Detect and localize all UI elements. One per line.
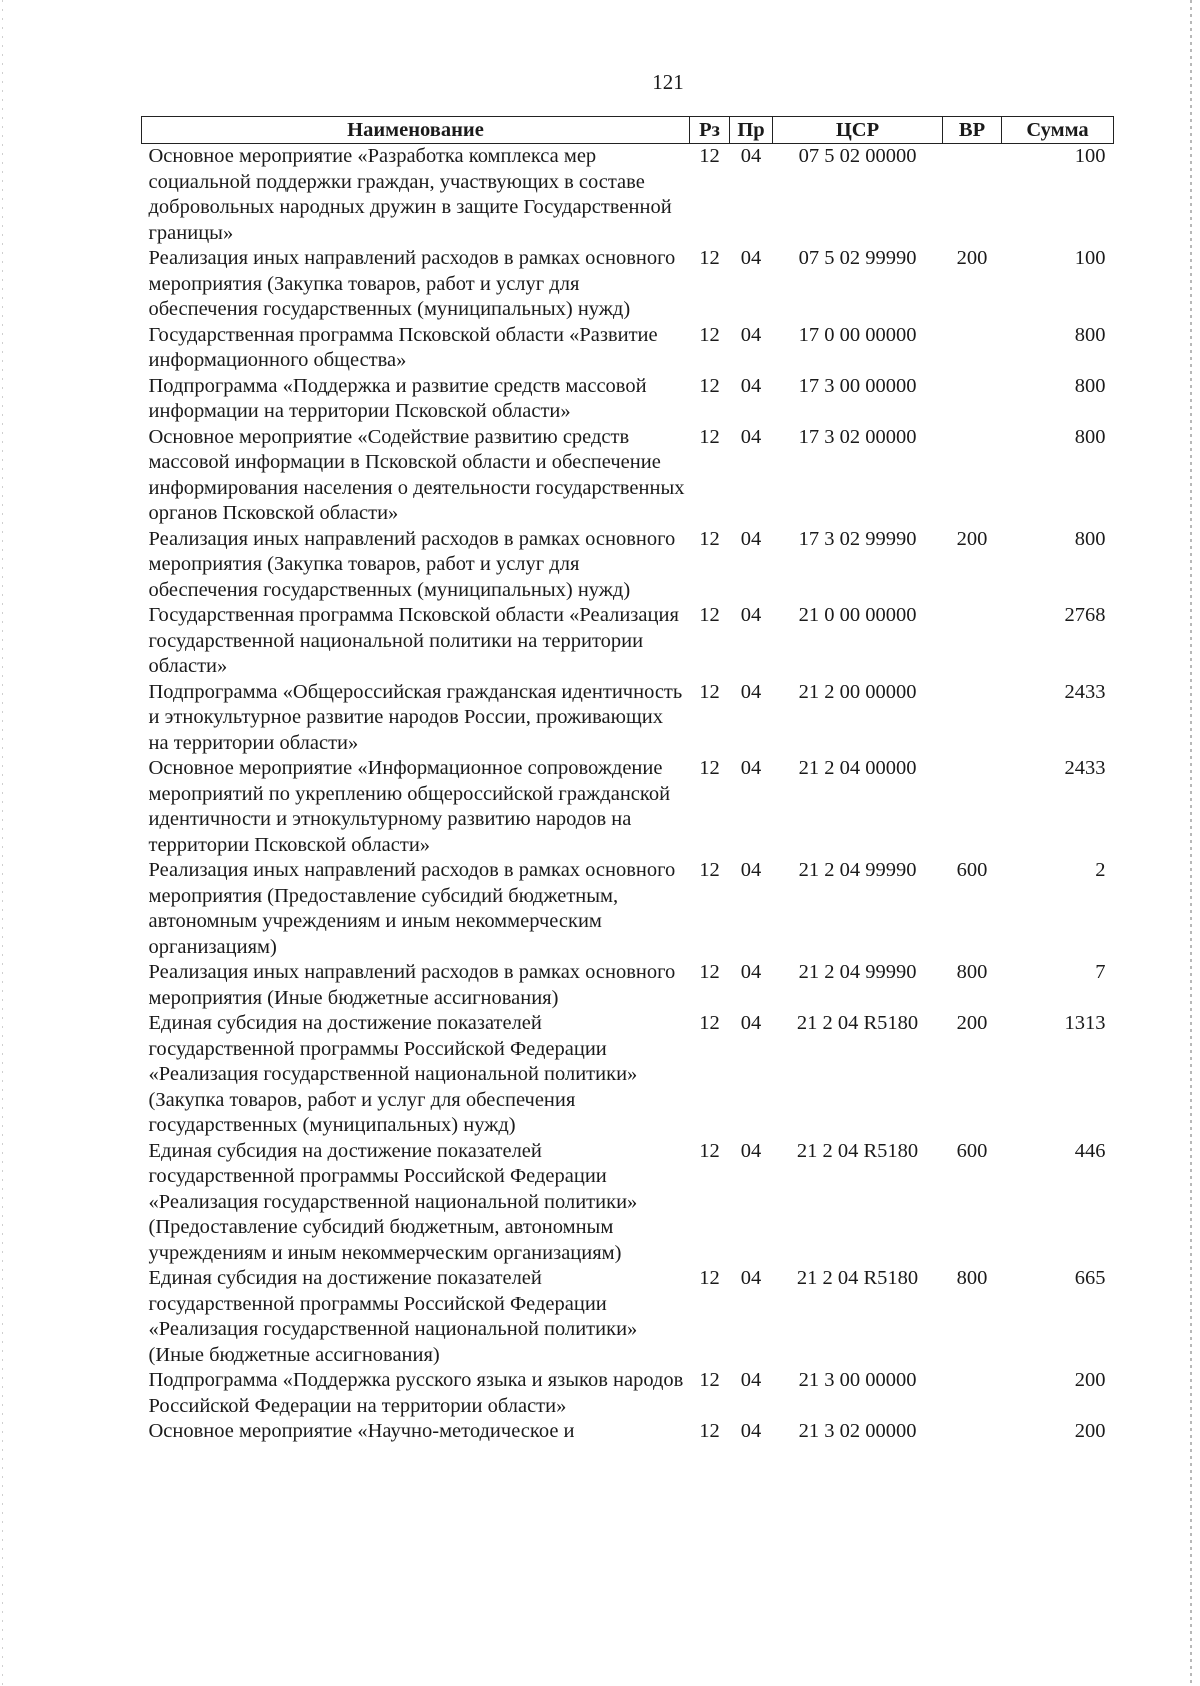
- table-row: [142, 527, 1114, 604]
- cell-sum: 2433: [1064, 757, 1106, 779]
- budget-table: [141, 116, 1114, 1445]
- header-row: [142, 117, 1114, 144]
- header-csr: ЦСР: [773, 117, 943, 144]
- cell-name: Государственная программа Псковской области «Развитие информационного общества»: [148, 323, 658, 371]
- cell-sum: 2: [1095, 859, 1106, 881]
- cell-csr: 07 5 02 00000: [798, 145, 917, 167]
- header-name: Наименование: [142, 117, 690, 144]
- scan-edge-left: [2, 0, 3, 1686]
- cell-vr: 200: [956, 1012, 988, 1034]
- cell-pr: 04: [740, 1139, 762, 1162]
- cell-vr: 800: [956, 1267, 988, 1289]
- cell-csr: 21 3 00 00000: [798, 1369, 917, 1391]
- cell-sum: 200: [1074, 1369, 1106, 1391]
- cell-name: Единая субсидия на достижение показателей государственной программы Российской Федерации «Реализация государственной национальной политики» (Закупка товаров, работ и услуг для обеспечения государственных (муниципальных) нужд): [148, 1012, 638, 1136]
- table-row: [142, 1011, 1114, 1139]
- cell-pr: 04: [740, 1420, 762, 1442]
- cell-pr: 04: [740, 680, 762, 703]
- cell-csr: 07 5 02 99990: [798, 247, 917, 269]
- cell-name: Основное мероприятие «Информационное сопровождение мероприятий по укреплению общероссийской гражданской идентичности и этнокультурному развитию народов на территории Псковской области»: [148, 757, 671, 856]
- cell-vr: [943, 1368, 1002, 1419]
- cell-name: Единая субсидия на достижение показателей государственной программы Российской Федерации «Реализация государственной национальной политики» (Предоставление субсидий бюджетным, автономным учреждениям и иным некоммерческим организациям): [148, 1139, 638, 1264]
- cell-rz: 12: [699, 604, 720, 626]
- cell-vr: 800: [956, 961, 988, 983]
- cell-pr: 04: [740, 527, 762, 550]
- cell-name: Государственная программа Псковской области «Реализация государственной национальной политики на территории области»: [148, 604, 679, 677]
- cell-csr: 21 2 04 R5180: [796, 1267, 919, 1289]
- table-row: [142, 858, 1114, 960]
- table-header: [142, 117, 1114, 144]
- cell-csr: 21 2 04 99990: [798, 961, 917, 983]
- header-sum: Сумма: [1002, 117, 1114, 144]
- cell-name: Реализация иных направлений расходов в рамках основного мероприятия (Закупка товаров, работ и услуг для обеспечения государственных (муниципальных) нужд): [148, 527, 676, 601]
- cell-pr: 04: [740, 961, 762, 983]
- cell-csr: 21 2 04 R5180: [796, 1012, 919, 1034]
- cell-rz: 12: [699, 374, 720, 397]
- cell-vr: [943, 323, 1002, 374]
- cell-csr: 17 3 02 99990: [798, 527, 917, 550]
- cell-name: Единая субсидия на достижение показателей государственной программы Российской Федерации «Реализация государственной национальной политики» (Иные бюджетные ассигнования): [148, 1267, 638, 1366]
- cell-csr: 21 2 04 00000: [798, 757, 917, 779]
- table-body: [142, 144, 1114, 1445]
- cell-name: Подпрограмма «Поддержка русского языка и языков народов Российской Федерации на территории области»: [148, 1369, 684, 1417]
- table-row: [142, 603, 1114, 680]
- cell-csr: 21 2 04 99990: [798, 859, 917, 881]
- cell-pr: 04: [740, 425, 762, 448]
- page-number: 121: [652, 70, 684, 94]
- cell-rz: 12: [699, 757, 720, 779]
- cell-pr: 04: [740, 145, 762, 167]
- cell-rz: 12: [699, 680, 720, 703]
- cell-sum: 800: [1074, 527, 1106, 550]
- cell-csr: 21 2 00 00000: [798, 680, 917, 703]
- cell-sum: 200: [1074, 1420, 1106, 1442]
- table-row: [142, 425, 1114, 527]
- cell-rz: 12: [699, 1369, 720, 1391]
- cell-sum: 1313: [1064, 1012, 1106, 1034]
- table-row: [142, 756, 1114, 858]
- cell-sum: 800: [1074, 323, 1106, 346]
- cell-pr: 04: [740, 757, 762, 779]
- table-row: [142, 1368, 1114, 1419]
- cell-pr: 04: [740, 859, 762, 881]
- header-rz: Рз: [690, 117, 730, 144]
- table-row: [142, 1266, 1114, 1368]
- cell-name: Реализация иных направлений расходов в рамках основного мероприятия (Иные бюджетные ассигнования): [148, 961, 676, 1009]
- cell-vr: 200: [956, 247, 988, 269]
- cell-sum: 100: [1074, 145, 1106, 167]
- cell-name: Подпрограмма «Поддержка и развитие средств массовой информации на территории Псковской области»: [148, 374, 647, 422]
- cell-sum: 446: [1074, 1139, 1106, 1162]
- table-row: [142, 246, 1114, 323]
- cell-sum: 800: [1074, 425, 1106, 448]
- cell-name: Основное мероприятие «Научно-методическое и: [148, 1420, 575, 1442]
- cell-rz: 12: [699, 247, 720, 269]
- cell-csr: 21 0 00 00000: [798, 604, 917, 626]
- cell-sum: 800: [1074, 374, 1106, 397]
- cell-vr: 600: [956, 1139, 988, 1162]
- header-pr: Пр: [730, 117, 773, 144]
- cell-pr: 04: [740, 1012, 762, 1034]
- cell-rz: 12: [699, 145, 720, 167]
- cell-sum: 2433: [1064, 680, 1106, 703]
- header-vr: ВР: [943, 117, 1002, 144]
- cell-rz: 12: [699, 1139, 720, 1162]
- cell-vr: [943, 756, 1002, 858]
- cell-pr: 04: [740, 1267, 762, 1289]
- scan-edge-right: [1190, 0, 1192, 1686]
- cell-vr: 600: [956, 859, 988, 881]
- cell-pr: 04: [740, 323, 762, 346]
- cell-pr: 04: [740, 604, 762, 626]
- table-row: [142, 1419, 1114, 1445]
- cell-vr: [943, 144, 1002, 247]
- table-row: [142, 960, 1114, 1011]
- cell-pr: 04: [740, 1369, 762, 1391]
- table-row: [142, 680, 1114, 757]
- cell-sum: 100: [1074, 247, 1106, 269]
- cell-vr: 200: [956, 527, 988, 550]
- cell-name: Основное мероприятие «Разработка комплекса мер социальной поддержки граждан, участвующих в составе добровольных народных дружин в защите Государственной границы»: [148, 145, 672, 244]
- table-row: [142, 144, 1114, 247]
- cell-name: Реализация иных направлений расходов в рамках основного мероприятия (Предоставление субсидий бюджетным, автономным учреждениям и иным некоммерческим организациям): [148, 859, 676, 958]
- cell-sum: 7: [1095, 961, 1106, 983]
- cell-name: Подпрограмма «Общероссийская гражданская идентичность и этнокультурное развитие народов России, проживающих на территории области»: [148, 680, 683, 754]
- cell-vr: [943, 1419, 1002, 1445]
- cell-csr: 17 3 00 00000: [798, 374, 917, 397]
- cell-vr: [943, 374, 1002, 425]
- cell-rz: 12: [699, 323, 720, 346]
- cell-name: Реализация иных направлений расходов в рамках основного мероприятия (Закупка товаров, работ и услуг для обеспечения государственных (муниципальных) нужд): [148, 247, 676, 320]
- cell-rz: 12: [699, 961, 720, 983]
- cell-csr: 21 2 04 R5180: [796, 1139, 919, 1162]
- cell-rz: 12: [699, 1420, 720, 1442]
- cell-rz: 12: [699, 1012, 720, 1034]
- cell-sum: 665: [1074, 1267, 1106, 1289]
- cell-pr: 04: [740, 374, 762, 397]
- cell-csr: 17 0 00 00000: [798, 323, 917, 346]
- cell-pr: 04: [740, 247, 762, 269]
- table-row: [142, 374, 1114, 425]
- cell-name: Основное мероприятие «Содействие развитию средств массовой информации в Псковской области и обеспечение информирования населения о деятельности государственных органов Псковской области»: [148, 425, 685, 524]
- cell-rz: 12: [699, 859, 720, 881]
- table-row: [142, 323, 1114, 374]
- cell-csr: 21 3 02 00000: [798, 1420, 917, 1442]
- table-row: [142, 1139, 1114, 1267]
- cell-vr: [943, 680, 1002, 757]
- cell-sum: 2768: [1064, 604, 1106, 626]
- cell-rz: 12: [699, 425, 720, 448]
- cell-vr: [943, 603, 1002, 680]
- cell-vr: [943, 425, 1002, 527]
- cell-rz: 12: [699, 527, 720, 550]
- cell-csr: 17 3 02 00000: [798, 425, 917, 448]
- cell-rz: 12: [699, 1267, 720, 1289]
